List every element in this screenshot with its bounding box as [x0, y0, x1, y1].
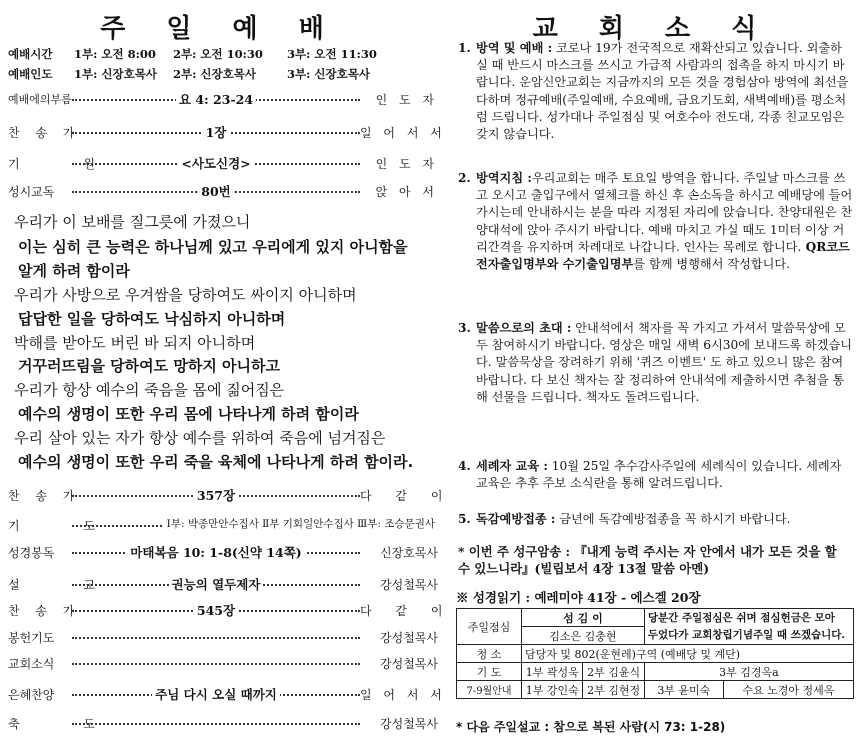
responsive-reading-line: 박해를 받아도 버린 바 되지 아니하며 [14, 334, 256, 352]
service-times: 예배시간 1부: 오전 8:00 2부: 오전 10:30 3부: 오전 11:30 [8, 47, 377, 61]
order-row: 기 도 Ⅰ부: 박종만안수집사 Ⅱ부 기회일안수집사 Ⅲ부: 조승문권사 [8, 517, 438, 537]
servants: 김소은 김충현 [522, 627, 645, 645]
order-row: 기 원 <사도신경> 인 도 자 [8, 156, 438, 171]
responsive-reading-line: 알게 하려 함이라 [18, 262, 130, 280]
order-row: 교회소식 강성철목사 [8, 657, 438, 671]
next-sermon: * 다음 주일설교 : 참으로 복된 사람(시 73: 1-28) [456, 720, 726, 734]
usher-label: 7-9월안내 [457, 681, 522, 699]
responsive-reading-line: 예수의 생명이 또한 우리 몸에 나타나게 하려 함이라 [18, 405, 359, 423]
order-row: 예배에의부름 요 4: 23-24 인 도 자 [8, 92, 438, 107]
responsive-reading-line: 우리가 항상 예수의 죽음을 몸에 짊어짐은 [14, 381, 285, 399]
lunch-note: 당분간 주일점심은 쉬며 점심헌금은 모아 두었다가 교회창립기념주일 때 쓰겠습니다. [644, 609, 853, 645]
order-row: 찬 송 가 1장 일 어 서 서 [8, 125, 446, 140]
memory-verse: * 이번 주 성구암송 : 『내게 능력 주시는 자 안에서 내가 모든 것을 할 수 있느니라』(빌립보서 4장 13절 말씀 아멘) [458, 544, 837, 577]
responsive-reading-line: 우리가 이 보배를 질그릇에 가졌으니 [14, 213, 251, 231]
order-row: 설 교 권능의 열두제자 강성철목사 [8, 577, 438, 592]
servants-head: 섬 김 이 [522, 609, 645, 627]
news-item: 2. 방역지침 :우리교회는 매주 토요일 방역을 합니다. 주일날 마스크를 쓰고 오시고 출입구에서 열체크를 하신 후 손소독을 하시고 예배당에 들어가시는데 안내하시는 분을 따라 지정된 자리에 앉습니다. 찬양대원은 찬양대석에 앉아 주시기 바랍니다. 예배 마치고 가실 때도 1미터 이상 거리간격을 유지하며 차례대로 나갑니다. 인사는 목례로 합니다. QR코드 전자출입명부와 수기출입명부를 함께 병행해서 작성합니다. [458, 171, 853, 272]
service-schedule-table: 주일점심 섬 김 이 당분간 주일점심은 쉬며 점심헌금은 모아 두었다가 교회창립기념주일 때 쓰겠습니다. 김소은 김충현 청 소 담당자 및 802(운현레)구역 (예배당 및 계단) 기 도 1부 곽성욱 2부 김윤식 3부 김경옥a 7-9월안내 1부 강인숙 2부 김현정 3부 윤미숙 수요 노경아 정세옥 [456, 608, 854, 699]
news-item: 1. 방역 및 예배 : 코로나 19가 전국적으로 재확산되고 있습니다. 외출하실 때 반드시 마스크를 쓰시고 가급적 사람과의 접촉을 하지 마시기 바랍니다. 운암신안교회는 지금까지의 모든 것을 경험삼아 방역에 최선을 다하며 정규예배(주일예배, 수요예배, 금요기도회, 새벽예배)를 평소처럼 드립니다. 성가대나 주일점심 및 여호수아 전도대, 각종 친교모임은 갖지 않습니다. [458, 41, 849, 142]
news-item: 3. 말씀으로의 초대 : 안내석에서 책자를 꼭 가지고 가셔서 말씀묵상에 모두 참여하시기 바랍니다. 영상은 매일 새벽 6시30에 보내드록 하겠습니다. 말씀묵상을 장려하기 위해 '퀴즈 이벤트' 도 하고 있으니 많은 참여 바랍니다. 다 보신 책자는 잘 정리하여 안내석에 제출하시면 추첨을 통해 선물을 드립니다. 책자도 돌려드립니다. [458, 321, 853, 404]
news-title: 교 회 소 식 [532, 14, 773, 44]
prayer-label: 기 도 [457, 663, 522, 681]
news-item: 4. 세례자 교육 : 10월 25일 추수감사주일에 세례식이 있습니다. 세례자 교육은 추후 주보 소식란을 통해 알려드립니다. [458, 459, 842, 491]
responsive-reading-line: 우리가 사방으로 우겨쌈을 당하여도 싸이지 아니하며 [14, 286, 357, 304]
order-row: 축 도 강성철목사 [8, 717, 438, 731]
order-row: 찬 송 가 357장 다 같 이 [8, 488, 453, 503]
bible-reading: ※ 성경읽기 : 예레미야 41장 - 에스겔 20장 [456, 590, 701, 605]
order-row: 성시교독 80번 앉 아 서 [8, 184, 438, 199]
order-row: 성경봉독 마태복음 10: 1-8(신약 14쪽) 신장호목사 [8, 545, 438, 560]
clean-duty: 담당자 및 802(운현레)구역 (예배당 및 계단) [522, 645, 854, 663]
clean-label: 청 소 [457, 645, 522, 663]
order-row: 봉헌기도 강성철목사 [8, 631, 438, 645]
responsive-reading-line: 답답한 일을 당하여도 낙심하지 아니하며 [18, 310, 286, 328]
news-item: 5. 독감예방접종 : 금년에 독감예방접종을 꼭 하시기 바랍니다. [458, 512, 791, 526]
order-row: 찬 송 가 545장 다 같 이 [8, 603, 453, 618]
lunch-label: 주일점심 [457, 609, 522, 645]
responsive-reading-line: 이는 심히 큰 능력은 하나님께 있고 우리에게 있지 아니함을 [18, 238, 408, 256]
responsive-reading-line: 예수의 생명이 또한 우리 죽을 육체에 나타나게 하려 함이라. [18, 453, 414, 471]
responsive-reading-line: 우리 살아 있는 자가 항상 예수를 위하여 죽음에 넘겨짐은 [14, 429, 386, 447]
service-leaders: 예배인도 1부: 신장호목사 2부: 신장호목사 3부: 신장호목사 [8, 67, 370, 81]
order-row: 은혜찬양 주님 다시 오실 때까지 일 어 서 서 [8, 687, 446, 702]
responsive-reading-line: 거꾸러뜨림을 당하여도 망하지 아니하고 [18, 357, 280, 375]
worship-title: 주 일 예 배 [100, 14, 340, 44]
